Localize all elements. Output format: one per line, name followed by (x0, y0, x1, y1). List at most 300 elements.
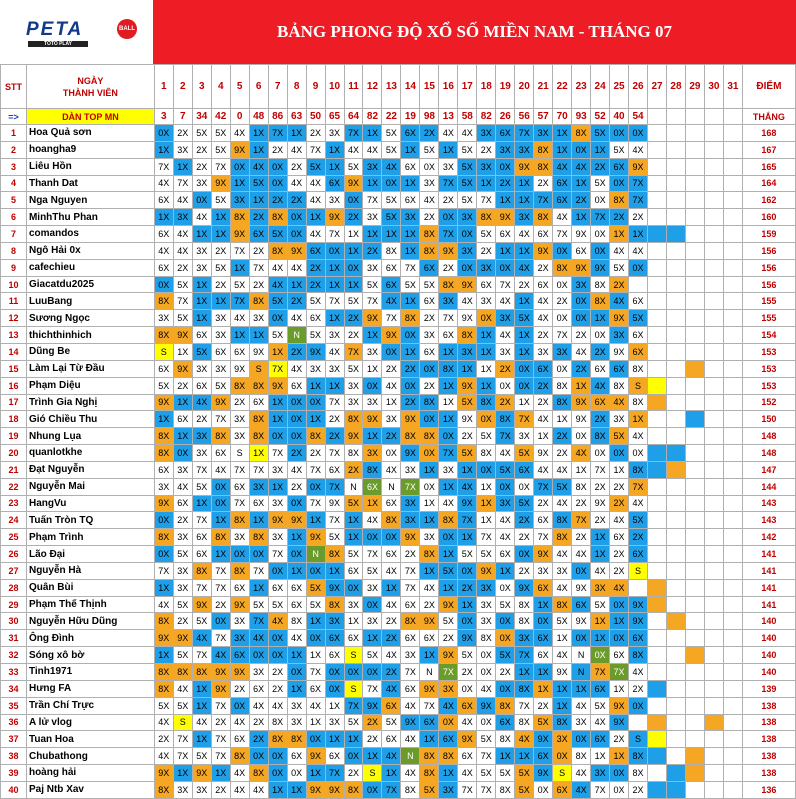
result-cell: 9X (629, 613, 648, 630)
result-cell (704, 697, 723, 714)
result-cell: 8X (553, 512, 572, 529)
result-cell: 8X (515, 596, 534, 613)
result-cell: 8X (553, 259, 572, 276)
result-cell (685, 697, 704, 714)
result-cell: 6X (154, 360, 173, 377)
result-cell: 8X (591, 276, 610, 293)
result-cell: 4X (458, 714, 477, 731)
result-label: THẮNG (742, 109, 795, 125)
result-cell: 5X (230, 276, 249, 293)
result-cell: 7X (211, 697, 230, 714)
result-cell: 7X (363, 546, 382, 563)
result-cell: 6X (230, 731, 249, 748)
row-stt: 34 (1, 680, 27, 697)
result-cell: 5X (458, 192, 477, 209)
table-row (1, 158, 796, 175)
result-cell: 7X (496, 428, 515, 445)
result-cell (704, 141, 723, 158)
result-cell: 7X (192, 579, 211, 596)
result-cell: 0X (211, 478, 230, 495)
result-cell: 5X (477, 731, 496, 748)
result-cell: 7X (230, 495, 249, 512)
day-header: 6 (249, 65, 268, 109)
result-cell: 2X (496, 175, 515, 192)
member-name: LuuBang (26, 293, 154, 310)
result-cell: 3X (173, 209, 192, 226)
result-cell: 8X (325, 596, 344, 613)
result-cell: 9X (401, 714, 420, 731)
result-cell: 0X (629, 259, 648, 276)
result-cell: 2X (629, 209, 648, 226)
result-cell: 1X (496, 748, 515, 765)
result-cell: 1X (192, 293, 211, 310)
result-cell: 7X (306, 664, 325, 681)
member-points: 167 (742, 141, 795, 158)
result-cell: 6X (287, 596, 306, 613)
result-cell: 4X (382, 158, 401, 175)
result-cell: 6X (382, 731, 401, 748)
result-cell: 6X (496, 714, 515, 731)
result-cell (648, 158, 667, 175)
row-stt: 26 (1, 546, 27, 563)
day-header: 2 (173, 65, 192, 109)
result-cell: 8X (268, 242, 287, 259)
result-cell: N (287, 327, 306, 344)
result-cell: 2X (477, 242, 496, 259)
member-name: Tuấn Tròn TQ (26, 512, 154, 529)
result-cell: 8X (572, 748, 591, 765)
result-cell: 1X (591, 546, 610, 563)
result-cell (666, 546, 685, 563)
result-cell: 1X (268, 781, 287, 798)
result-cell: 1X (515, 192, 534, 209)
result-cell: 8X (230, 209, 249, 226)
result-cell: 7X (325, 765, 344, 782)
result-cell: 1X (572, 680, 591, 697)
result-cell: 5X (553, 478, 572, 495)
result-cell: 0X (496, 478, 515, 495)
table-row (1, 664, 796, 681)
result-cell: 1X (439, 343, 458, 360)
result-cell: S (629, 377, 648, 394)
result-cell: 2X (268, 680, 287, 697)
result-cell: 7X (439, 445, 458, 462)
result-cell: 9X (534, 731, 553, 748)
result-cell: 5X (439, 562, 458, 579)
result-cell: 9X (477, 562, 496, 579)
table-row (1, 242, 796, 259)
result-cell: 1X (420, 495, 439, 512)
result-cell: 1X (515, 748, 534, 765)
result-cell: 8X (572, 125, 591, 142)
member-points: 140 (742, 647, 795, 664)
pattern-number: 40 (610, 109, 629, 125)
result-cell: 4X (306, 175, 325, 192)
result-cell: 2X (154, 731, 173, 748)
result-cell: 9X (325, 781, 344, 798)
result-cell: 4X (287, 461, 306, 478)
result-cell: 3X (268, 529, 287, 546)
result-cell (648, 259, 667, 276)
result-cell: 8X (420, 748, 439, 765)
result-cell: N (401, 748, 420, 765)
result-cell: 3X (458, 343, 477, 360)
pattern-number (666, 109, 685, 125)
result-cell: 4X (553, 495, 572, 512)
result-cell: 3X (154, 310, 173, 327)
result-cell: 5X (515, 765, 534, 782)
result-cell: 3X (477, 259, 496, 276)
result-cell: 6X (572, 596, 591, 613)
result-cell: 8X (268, 209, 287, 226)
result-cell: 7X (515, 647, 534, 664)
result-cell: 5X (363, 276, 382, 293)
result-cell (648, 748, 667, 765)
table-row (1, 226, 796, 243)
pattern-label: DÀN TOP MN (26, 109, 154, 125)
result-cell: 9X (534, 546, 553, 563)
member-name: HangVu (26, 495, 154, 512)
result-cell: 4X (382, 562, 401, 579)
result-cell: 0X (363, 781, 382, 798)
result-cell: 3X (230, 630, 249, 647)
result-cell: 2X (287, 293, 306, 310)
result-cell: 1X (420, 731, 439, 748)
result-cell: 5X (306, 327, 325, 344)
row-stt: 1 (1, 125, 27, 142)
result-cell: 8X (154, 529, 173, 546)
result-cell: 3X (401, 461, 420, 478)
result-cell: 4X (382, 647, 401, 664)
member-name: Lão Đại (26, 546, 154, 563)
result-cell: 2X (192, 158, 211, 175)
day-header: 5 (230, 65, 249, 109)
result-cell: 3X (363, 613, 382, 630)
result-cell: 1X (287, 647, 306, 664)
result-cell: 1X (344, 242, 363, 259)
result-cell (704, 461, 723, 478)
result-cell: 5X (439, 613, 458, 630)
result-cell (704, 428, 723, 445)
result-cell: 0X (477, 714, 496, 731)
arrow-cell: => (1, 109, 27, 125)
result-cell: 9X (477, 697, 496, 714)
result-cell: 9X (572, 226, 591, 243)
member-name: cafechieu (26, 259, 154, 276)
result-cell (666, 748, 685, 765)
result-cell: 6X (154, 226, 173, 243)
result-cell: 3X (420, 175, 439, 192)
result-cell: 4X (515, 731, 534, 748)
result-cell: 1X (287, 276, 306, 293)
result-cell: 0X (458, 226, 477, 243)
result-cell: 5X (306, 596, 325, 613)
pattern-number: 42 (211, 109, 230, 125)
result-cell: 7X (515, 697, 534, 714)
result-cell: 8X (420, 428, 439, 445)
result-cell (704, 293, 723, 310)
result-cell: 5X (382, 141, 401, 158)
result-cell: 1X (268, 394, 287, 411)
result-cell: 9X (154, 394, 173, 411)
result-cell: 1X (306, 512, 325, 529)
member-name: MinhThu Phan (26, 209, 154, 226)
result-cell: 8X (553, 714, 572, 731)
result-cell (685, 158, 704, 175)
result-cell: 0X (287, 411, 306, 428)
result-cell: 7X (325, 445, 344, 462)
result-cell: N (382, 478, 401, 495)
result-cell: 4X (173, 478, 192, 495)
result-cell: 9X (325, 209, 344, 226)
result-cell: 2X (287, 343, 306, 360)
result-cell: 0X (610, 630, 629, 647)
result-cell: 0X (344, 192, 363, 209)
result-cell: 9X (230, 596, 249, 613)
result-cell: 7X (211, 411, 230, 428)
result-cell: 5X (268, 327, 287, 344)
result-cell (648, 714, 667, 731)
result-cell: 4X (553, 579, 572, 596)
result-cell: 2X (325, 428, 344, 445)
result-cell: 6X (382, 276, 401, 293)
result-cell: 0X (268, 748, 287, 765)
row-stt: 18 (1, 411, 27, 428)
result-cell: 1X (211, 293, 230, 310)
result-cell: 8X (401, 613, 420, 630)
result-cell (648, 125, 667, 142)
table-row (1, 310, 796, 327)
result-cell: 0X (572, 141, 591, 158)
result-cell: 2X (211, 714, 230, 731)
result-cell: 7X (363, 680, 382, 697)
result-cell: 1X (420, 647, 439, 664)
member-points: 148 (742, 428, 795, 445)
result-cell (666, 141, 685, 158)
result-cell: 0X (610, 125, 629, 142)
result-cell: 9X (382, 327, 401, 344)
member-points: 147 (742, 461, 795, 478)
day-header: 18 (477, 65, 496, 109)
member-name: Quân Bùi (26, 579, 154, 596)
table-row (1, 512, 796, 529)
result-cell: 3X (401, 495, 420, 512)
result-cell: 3X (496, 343, 515, 360)
result-cell (723, 613, 742, 630)
table-row (1, 630, 796, 647)
result-cell: 9X (287, 242, 306, 259)
result-cell: 6X (344, 630, 363, 647)
result-cell: 7X (534, 478, 553, 495)
member-points: 153 (742, 360, 795, 377)
result-cell: 1X (591, 529, 610, 546)
pattern-row (1, 109, 796, 125)
result-cell: 3X (192, 428, 211, 445)
result-cell: 7X (211, 731, 230, 748)
result-cell: 0X (496, 613, 515, 630)
result-cell: 1X (306, 714, 325, 731)
result-cell: 5X (610, 141, 629, 158)
member-name: Phạm Thế Thịnh (26, 596, 154, 613)
result-cell: 0X (591, 647, 610, 664)
result-cell (648, 579, 667, 596)
result-cell (685, 680, 704, 697)
result-cell: 9X (553, 664, 572, 681)
result-cell: 4X (211, 461, 230, 478)
result-cell (723, 579, 742, 596)
result-cell: 7X (230, 242, 249, 259)
result-cell: 9X (306, 781, 325, 798)
result-cell: 0X (230, 158, 249, 175)
result-cell: 8X (420, 226, 439, 243)
result-cell: 7X (401, 259, 420, 276)
result-cell (629, 276, 648, 293)
stt-header: STT (1, 65, 27, 109)
result-cell: 5X (173, 596, 192, 613)
result-cell: 6X (382, 259, 401, 276)
result-cell: 9X (306, 748, 325, 765)
result-cell: 6X (420, 343, 439, 360)
result-cell: 6X (553, 175, 572, 192)
result-cell: 5X (344, 495, 363, 512)
result-cell: 4X (154, 714, 173, 731)
result-cell: 2X (382, 360, 401, 377)
member-name: A lử vlog (26, 714, 154, 731)
result-cell: 6X (458, 697, 477, 714)
title-bar (153, 0, 796, 64)
result-cell: 1X (306, 765, 325, 782)
result-cell: 0X (420, 445, 439, 462)
result-cell: 2X (591, 158, 610, 175)
result-cell: 8X (211, 428, 230, 445)
result-cell: 4X (173, 680, 192, 697)
member-name: hoangha9 (26, 141, 154, 158)
result-cell: 3X (192, 175, 211, 192)
result-cell: 4X (591, 377, 610, 394)
member-name: Sương Ngọc (26, 310, 154, 327)
result-cell: 7X (591, 781, 610, 798)
result-cell: 3X (173, 141, 192, 158)
result-cell: 4X (173, 242, 192, 259)
result-cell: S (173, 714, 192, 731)
result-cell: 5X (477, 428, 496, 445)
result-cell: 4X (230, 310, 249, 327)
result-cell: S (629, 562, 648, 579)
result-cell: 7X (401, 478, 420, 495)
result-cell: 7X (591, 209, 610, 226)
result-cell: 6X (192, 377, 211, 394)
result-cell: 7X (325, 478, 344, 495)
result-cell: 0X (154, 546, 173, 563)
result-cell: 4X (553, 461, 572, 478)
points-header: ĐIỂM (742, 65, 795, 109)
row-stt: 33 (1, 664, 27, 681)
result-cell: 7X (534, 192, 553, 209)
result-cell: 2X (192, 411, 211, 428)
result-cell: 7X (401, 562, 420, 579)
result-cell: 1X (249, 125, 268, 142)
result-cell: 1X (572, 377, 591, 394)
result-cell: 3X (553, 343, 572, 360)
result-cell: 5X (173, 546, 192, 563)
result-cell: 5X (249, 175, 268, 192)
result-cell: 5X (496, 596, 515, 613)
result-cell: 3X (192, 242, 211, 259)
result-cell: 6X (325, 647, 344, 664)
result-cell: 1X (439, 765, 458, 782)
result-cell: 5X (458, 175, 477, 192)
result-cell: 0X (515, 377, 534, 394)
row-stt: 16 (1, 377, 27, 394)
result-cell: 4X (363, 512, 382, 529)
result-cell: 0X (515, 478, 534, 495)
result-cell (723, 461, 742, 478)
result-cell: 3X (344, 596, 363, 613)
result-cell: 8X (477, 630, 496, 647)
result-cell (666, 664, 685, 681)
result-cell (723, 495, 742, 512)
result-cell: 9X (230, 664, 249, 681)
result-cell (723, 546, 742, 563)
result-cell: 6X (572, 242, 591, 259)
result-cell: 1X (344, 276, 363, 293)
result-cell (704, 748, 723, 765)
day-header: 17 (458, 65, 477, 109)
result-cell: 6X (610, 647, 629, 664)
result-cell: 1X (363, 327, 382, 344)
result-cell: 1X (363, 226, 382, 243)
result-cell: 9X (591, 259, 610, 276)
result-cell: 1X (249, 445, 268, 462)
result-cell: 8X (401, 428, 420, 445)
result-cell: 1X (173, 343, 192, 360)
result-cell: 3X (496, 495, 515, 512)
result-cell: 4X (401, 697, 420, 714)
pattern-number: 50 (306, 109, 325, 125)
result-cell: 0X (287, 209, 306, 226)
result-cell: 1X (325, 377, 344, 394)
result-cell: 2X (211, 596, 230, 613)
result-cell: 2X (572, 360, 591, 377)
result-cell: 8X (249, 293, 268, 310)
result-cell: 4X (458, 478, 477, 495)
result-cell: 0X (610, 596, 629, 613)
result-cell: 2X (249, 209, 268, 226)
result-cell (648, 562, 667, 579)
result-cell: 6X (496, 226, 515, 243)
row-stt: 27 (1, 562, 27, 579)
result-cell: 6X (610, 158, 629, 175)
result-cell: 9X (458, 495, 477, 512)
result-cell: 1X (458, 360, 477, 377)
result-cell: 0X (572, 428, 591, 445)
result-cell (648, 327, 667, 344)
result-cell: 0X (477, 647, 496, 664)
result-cell: 8X (363, 461, 382, 478)
result-cell: 5X (458, 158, 477, 175)
result-cell (666, 209, 685, 226)
result-cell: 3X (230, 192, 249, 209)
result-cell: 3X (344, 377, 363, 394)
result-cell: 7X (458, 512, 477, 529)
result-cell: 1X (325, 158, 344, 175)
result-cell (723, 630, 742, 647)
result-cell: 1X (325, 141, 344, 158)
result-cell: S (363, 765, 382, 782)
result-cell (685, 310, 704, 327)
row-stt: 13 (1, 327, 27, 344)
standings-table (0, 64, 796, 799)
